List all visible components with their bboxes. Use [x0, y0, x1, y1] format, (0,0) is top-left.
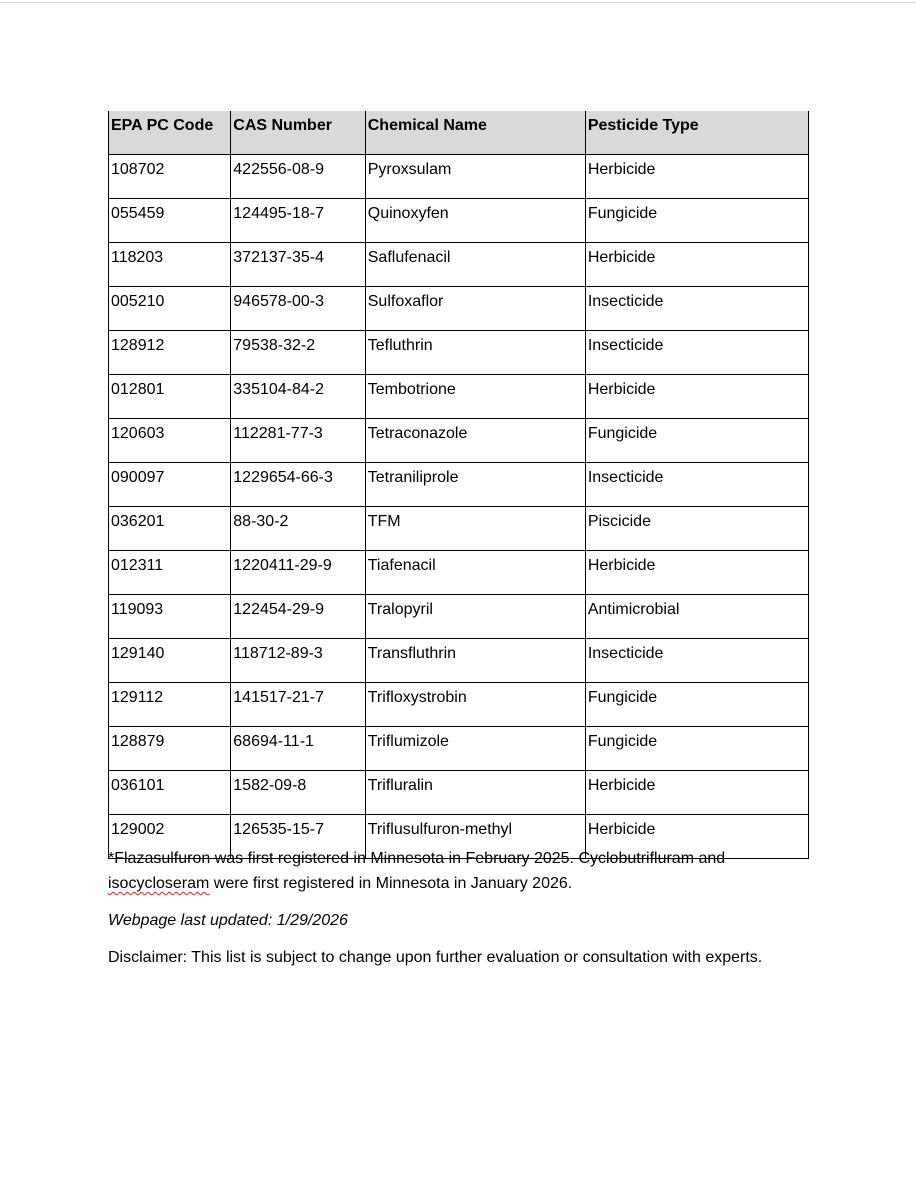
cell-cas-number: 79538-32-2 — [231, 331, 365, 375]
cell-epa-pc-code: 055459 — [109, 199, 231, 243]
cell-pesticide-type: Fungicide — [585, 683, 808, 727]
cell-epa-pc-code: 119093 — [109, 595, 231, 639]
table-header-row — [109, 111, 809, 155]
cell-epa-pc-code: 118203 — [109, 243, 231, 287]
cell-chemical-name: Tetraconazole — [365, 419, 585, 463]
cell-cas-number: 335104-84-2 — [231, 375, 365, 419]
cell-epa-pc-code: 036101 — [109, 771, 231, 815]
table-row — [109, 155, 809, 199]
cell-cas-number: 124495-18-7 — [231, 199, 365, 243]
table-row — [109, 463, 809, 507]
table-row — [109, 287, 809, 331]
cell-epa-pc-code: 012801 — [109, 375, 231, 419]
cell-cas-number: 1220411-29-9 — [231, 551, 365, 595]
cell-pesticide-type: Insecticide — [585, 463, 808, 507]
cell-chemical-name: Trifluralin — [365, 771, 585, 815]
table-row — [109, 419, 809, 463]
cell-pesticide-type: Herbicide — [585, 551, 808, 595]
cell-cas-number: 88-30-2 — [231, 507, 365, 551]
table-row — [109, 243, 809, 287]
cell-pesticide-type: Herbicide — [585, 375, 808, 419]
disclaimer-text: Disclaimer: This list is subject to change upon further evaluation or consultation with experts. — [108, 949, 763, 966]
cell-chemical-name: Quinoxyfen — [365, 199, 585, 243]
footnote-text-part2: were first registered in Minnesota in January 2026. — [209, 875, 573, 892]
cell-epa-pc-code: 128912 — [109, 331, 231, 375]
footnote — [108, 846, 808, 896]
table-row — [109, 727, 809, 771]
cell-cas-number: 122454-29-9 — [231, 595, 365, 639]
header-pesticide-type: Pesticide Type — [585, 111, 808, 155]
cell-chemical-name: Triflumizole — [365, 727, 585, 771]
cell-cas-number: 141517-21-7 — [231, 683, 365, 727]
cell-chemical-name: Sulfoxaflor — [365, 287, 585, 331]
cell-pesticide-type: Herbicide — [585, 155, 808, 199]
table-row — [109, 683, 809, 727]
cell-pesticide-type: Fungicide — [585, 199, 808, 243]
table-row — [109, 375, 809, 419]
pesticide-table — [108, 111, 809, 859]
cell-chemical-name: Tembotrione — [365, 375, 585, 419]
cell-epa-pc-code: 129140 — [109, 639, 231, 683]
cell-chemical-name: TFM — [365, 507, 585, 551]
header-cas-number: CAS Number — [231, 111, 365, 155]
cell-chemical-name: Tralopyril — [365, 595, 585, 639]
cell-cas-number: 422556-08-9 — [231, 155, 365, 199]
cell-pesticide-type: Piscicide — [585, 507, 808, 551]
cell-pesticide-type: Fungicide — [585, 727, 808, 771]
cell-pesticide-type: Insecticide — [585, 331, 808, 375]
cell-cas-number: 68694-11-1 — [231, 727, 365, 771]
cell-cas-number: 372137-35-4 — [231, 243, 365, 287]
table-row — [109, 771, 809, 815]
cell-chemical-name: Pyroxsulam — [365, 155, 585, 199]
cell-chemical-name: Saflufenacil — [365, 243, 585, 287]
cell-epa-pc-code: 090097 — [109, 463, 231, 507]
cell-pesticide-type: Insecticide — [585, 639, 808, 683]
cell-chemical-name: Trifloxystrobin — [365, 683, 585, 727]
cell-cas-number: 946578-00-3 — [231, 287, 365, 331]
table-row — [109, 551, 809, 595]
table-row — [109, 331, 809, 375]
table-row — [109, 507, 809, 551]
table-row — [109, 639, 809, 683]
table-row — [109, 595, 809, 639]
cell-cas-number: 112281-77-3 — [231, 419, 365, 463]
cell-pesticide-type: Insecticide — [585, 287, 808, 331]
cell-pesticide-type: Herbicide — [585, 771, 808, 815]
footnote-text-part1: *Flazasulfuron was first registered in Minnesota in February 2025. Cyclobutrifluram and — [108, 850, 726, 867]
cell-chemical-name: Tetraniliprole — [365, 463, 585, 507]
cell-epa-pc-code: 120603 — [109, 419, 231, 463]
last-updated-text: Webpage last updated: 1/29/2026 — [108, 912, 348, 929]
table-row — [109, 199, 809, 243]
notes-section — [108, 846, 808, 970]
cell-cas-number: 1582-09-8 — [231, 771, 365, 815]
header-chemical-name: Chemical Name — [365, 111, 585, 155]
cell-pesticide-type: Fungicide — [585, 419, 808, 463]
cell-cas-number: 1229654-66-3 — [231, 463, 365, 507]
cell-pesticide-type: Herbicide — [585, 243, 808, 287]
cell-epa-pc-code: 012311 — [109, 551, 231, 595]
spellcheck-flagged-word[interactable]: isocycloseram — [108, 875, 210, 892]
cell-pesticide-type: Herbicide — [585, 815, 808, 859]
cell-chemical-name: Triflusulfuron-methyl — [365, 815, 585, 859]
cell-cas-number: 118712-89-3 — [231, 639, 365, 683]
cell-epa-pc-code: 036201 — [109, 507, 231, 551]
cell-epa-pc-code: 129112 — [109, 683, 231, 727]
cell-epa-pc-code: 108702 — [109, 155, 231, 199]
cell-chemical-name: Transfluthrin — [365, 639, 585, 683]
cell-epa-pc-code: 128879 — [109, 727, 231, 771]
cell-epa-pc-code: 129002 — [109, 815, 231, 859]
cell-chemical-name: Tiafenacil — [365, 551, 585, 595]
cell-cas-number: 126535-15-7 — [231, 815, 365, 859]
page-top-border — [0, 2, 916, 3]
cell-pesticide-type: Antimicrobial — [585, 595, 808, 639]
cell-epa-pc-code: 005210 — [109, 287, 231, 331]
header-epa-pc-code: EPA PC Code — [109, 111, 231, 155]
cell-chemical-name: Tefluthrin — [365, 331, 585, 375]
